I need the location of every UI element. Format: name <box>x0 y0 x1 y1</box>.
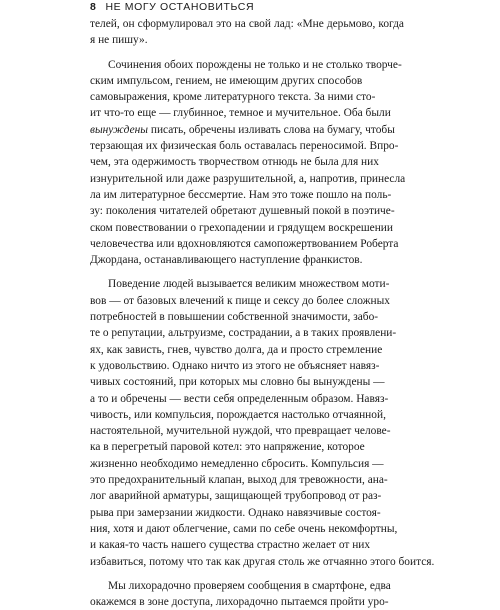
text-line: те о репутации, альтруизме, сострадании, а в таких проявлени- <box>90 327 397 340</box>
paragraph <box>90 276 435 569</box>
text-line: я не пишу». <box>90 34 148 47</box>
body-text <box>90 16 435 610</box>
paragraph <box>90 57 404 269</box>
text-line: Мы лихорадочно проверяем сообщения в смартфоне, едва <box>108 579 391 592</box>
text-line: рыва при замерзании жидкости. Однако навязчивые состоя- <box>90 506 381 519</box>
paragraph-gap <box>90 570 404 578</box>
text-line: ит что-то еще — глубинное, темное и мучительное. Оба были <box>90 107 391 120</box>
paragraph-continuation <box>90 16 404 49</box>
text-line: изнурительной или даже разрушительной, а, напротив, принесла <box>90 172 406 185</box>
text-line: окажемся в зоне доступа, лихорадочно пытаемся пройти уро- <box>90 596 389 609</box>
text-line: терзающая их физическая боль оставалась переносимой. Впро- <box>90 140 399 153</box>
text-line: Сочинения обоих порождены не только и не столько творче- <box>108 58 402 71</box>
text-line: а то и обречены — вести себя определенным образом. Навяз- <box>90 392 389 405</box>
text-line: настоятельной, мучительной нуждой, что превращает челове- <box>90 425 391 438</box>
text-line: к удовольствию. Однако ничто из этого не объясняет навяз- <box>90 359 380 372</box>
text-line: Джордана, останавливающего наступление франкистов. <box>90 254 363 267</box>
text-line: жизненно необходимо немедленно сбросить. Компульсия — <box>90 457 384 470</box>
text-line: ла им литературное бессмертие. Нам это тоже пошло на поль- <box>90 188 392 201</box>
text-line: чивость, или компульсия, порождается настолько отчаянной, <box>90 408 386 421</box>
text-line: вов — от базовых влечений к пище и сексу до более сложных <box>90 294 390 307</box>
text-line: ка в перегретый паровой котел: это напряжение, которое <box>90 441 365 454</box>
text-line: телей, он сформулировал это на свой лад: «Мне дерьмово, когда <box>90 18 404 30</box>
text-line: ским импульсом, гением, не имеющим других способов <box>90 74 363 87</box>
text-line: ском повествовании о грехопадении и грядущем воскрешении <box>90 221 394 234</box>
paragraph-gap <box>90 49 404 57</box>
running-title: НЕ МОГУ ОСТАНОВИТЬСЯ <box>105 1 255 13</box>
text-line: зу: поколения читателей обретают душевный покой в поэтиче- <box>90 205 395 218</box>
text-line: потребностей в повышении собственной значимости, забо- <box>90 311 379 324</box>
text-line: и какая-то часть нашего существа страстно желает от них <box>90 539 371 552</box>
running-head <box>90 0 254 14</box>
paragraph <box>90 578 404 610</box>
text-line: человечества или вдохновляются самопожертвованием Роберта <box>90 237 399 250</box>
text-line: это предохранительный клапан, выход для тревожности, ана- <box>90 474 388 487</box>
text-line: Поведение людей вызывается великим множеством моти- <box>108 278 390 291</box>
text-line: чивых состояний, при которых мы словно бы вынуждены — <box>90 376 385 389</box>
text-line: избавиться, потому что так как другая столь же отчаянно этого боится. <box>90 555 435 568</box>
text-line: лог аварийной арматуры, защищающей трубопровод от раз- <box>90 490 382 503</box>
page-number: 8 <box>90 1 97 13</box>
text-line: самовыражения, кроме литературного текста. За ними сто- <box>90 91 376 104</box>
text-line: чем, эта одержимость творчеством отнюдь не была для них <box>90 156 379 169</box>
paragraph-gap <box>90 268 404 276</box>
emphasis-word: вынуждены <box>90 123 148 136</box>
text-line-with-emphasis <box>90 122 404 138</box>
text-line-rest: писать, обречены изливать слова на бумагу, чтобы <box>148 123 395 136</box>
text-line: ях, как зависть, гнев, чувство долга, да и просто стремление <box>90 343 383 356</box>
text-line: ния, хотя и дают облегчение, сами по себе очень некомфортны, <box>90 522 398 535</box>
